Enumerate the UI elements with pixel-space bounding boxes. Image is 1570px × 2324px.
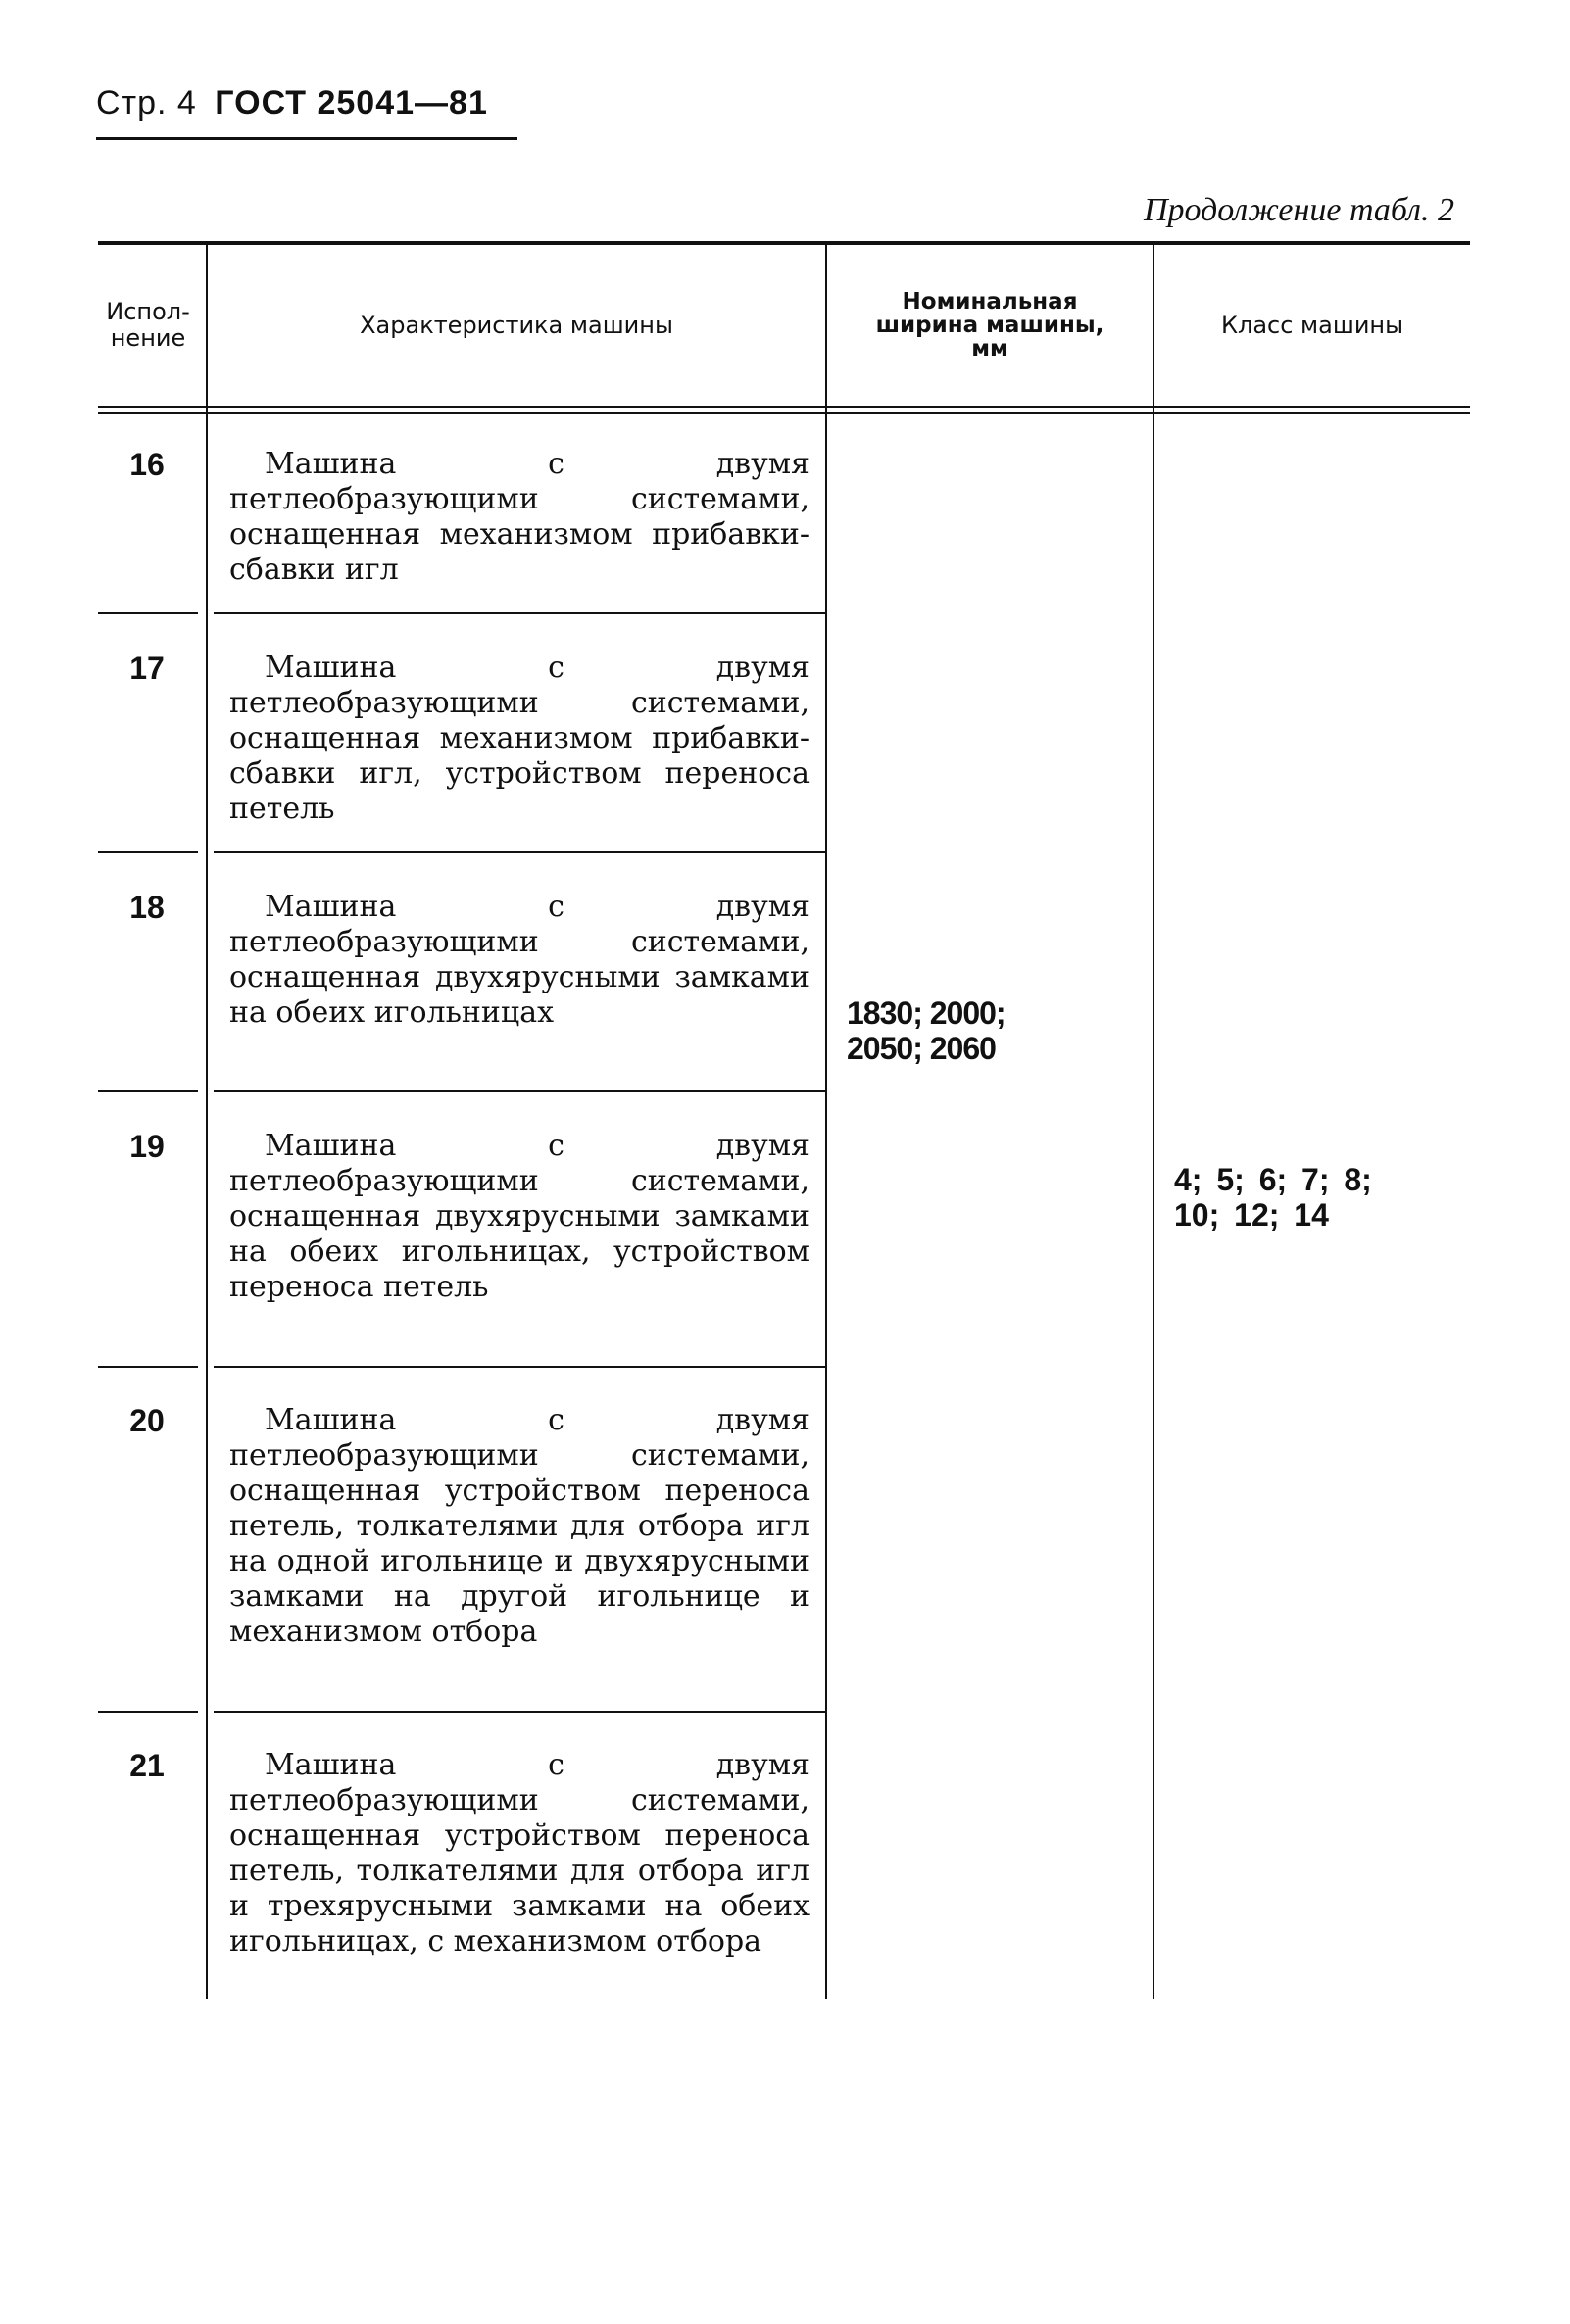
column-divider-1 — [206, 245, 208, 1999]
row-description-18: Машина с двумя петлеобразующими системами, оснащенная двухярусными замками на обеих игольницах — [229, 890, 810, 1030]
header-characteristic: Характеристика машины — [360, 311, 673, 339]
row-separator — [214, 1366, 825, 1368]
row-number-18: 18 — [129, 890, 165, 925]
row-number-17: 17 — [129, 651, 165, 686]
row-separator — [214, 1090, 825, 1092]
row-number-19: 19 — [129, 1129, 165, 1164]
row-separator — [98, 612, 198, 614]
standard-number: ГОСТ 25041—81 — [215, 84, 488, 121]
header-machine-class: Класс машины — [1220, 311, 1404, 339]
machine-class-value: 4; 5; 6; 7; 8; 10; 12; 14 — [1174, 1162, 1372, 1233]
nominal-width-value: 1830; 2000; 2050; 2060 — [847, 995, 1006, 1066]
row-separator — [214, 851, 825, 853]
row-number-20: 20 — [129, 1403, 165, 1438]
column-divider-2 — [825, 245, 827, 1999]
header-nominal-width: Номинальная ширина машины, мм — [875, 289, 1104, 362]
row-separator — [214, 612, 825, 614]
page-header — [96, 84, 488, 122]
row-separator — [214, 1711, 825, 1713]
page-label: Стр. 4 — [96, 84, 197, 121]
row-description-17: Машина с двумя петлеобразующими системами, оснащенная механизмом прибавки-сбавки игл, устройством переноса петель — [229, 651, 810, 826]
row-description-16: Машина с двумя петлеобразующими системами, оснащенная механизмом прибавки-сбавки игл — [229, 447, 810, 587]
row-number-16: 16 — [129, 447, 165, 482]
header-bottom-rule — [98, 406, 1470, 408]
row-separator — [98, 1366, 198, 1368]
row-description-20: Машина с двумя петлеобразующими системами, оснащенная устройством переноса петель, толкателями для отбора игл на одной игольнице и двухярусными замками на другой игольнице и механизмом отбора — [229, 1403, 810, 1649]
row-number-21: 21 — [129, 1748, 165, 1783]
table-top-rule — [98, 241, 1470, 245]
row-description-21: Машина с двумя петлеобразующими системами, оснащенная устройством переноса петель, толкателями для отбора игл и трехярусными замками на обеих игольницах, с механизмом отбора — [229, 1748, 810, 1959]
column-divider-3 — [1153, 245, 1154, 1999]
header-version: Испол- нение — [106, 298, 190, 352]
row-separator — [98, 1090, 198, 1092]
header-underline — [96, 137, 517, 140]
row-separator — [98, 851, 198, 853]
table-continuation-label: Продолжение табл. 2 — [1143, 192, 1454, 228]
row-separator — [98, 1711, 198, 1713]
header-bottom-rule-2 — [98, 412, 1470, 414]
row-description-19: Машина с двумя петлеобразующими системами, оснащенная двухярусными замками на обеих игольницах, устройством переноса петель — [229, 1129, 810, 1304]
